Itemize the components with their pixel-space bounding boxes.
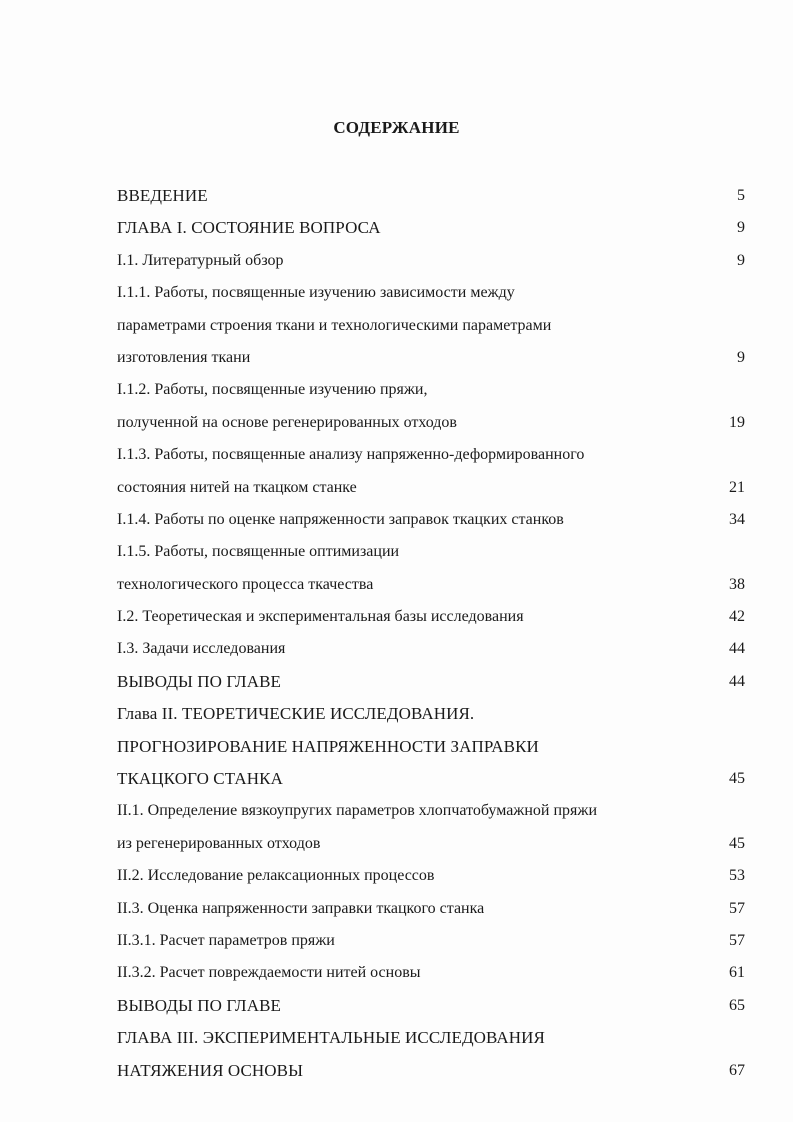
toc-entry-page-number: 34 (729, 510, 745, 528)
toc-entry-text: I.1.4. Работы по оценке напряженности заправок ткацких станков (117, 510, 564, 528)
table-of-contents (117, 180, 745, 1087)
toc-entry (117, 925, 745, 957)
toc-entry-page-number: 19 (729, 413, 745, 431)
toc-entry (117, 698, 745, 730)
toc-entry (117, 245, 745, 277)
toc-entry (117, 957, 745, 989)
toc-entry (117, 1022, 745, 1054)
toc-entry-text: технологического процесса ткачества (117, 575, 374, 593)
toc-entry (117, 472, 745, 504)
toc-entry-text: ВЫВОДЫ ПО ГЛАВЕ (117, 995, 281, 1015)
toc-entry-text: Глава II. ТЕОРЕТИЧЕСКИЕ ИССЛЕДОВАНИЯ. (117, 704, 475, 724)
toc-entry-page-number: 45 (729, 770, 745, 788)
toc-entry-text: I.3. Задачи исследования (117, 640, 286, 658)
toc-entry-page-number: 44 (729, 672, 745, 690)
toc-entry-page-number: 5 (737, 187, 745, 204)
toc-entry-text: II.3.2. Расчет повреждаемости нитей основы (117, 964, 421, 982)
toc-entry (117, 374, 745, 406)
toc-entry-text: ТКАЦКОГО СТАНКА (117, 769, 283, 789)
toc-entry-text: полученной на основе регенерированных отходов (117, 413, 457, 431)
toc-entry-text: из регенерированных отходов (117, 834, 321, 852)
toc-entry-text: параметрами строения ткани и технологическими параметрами (117, 316, 552, 334)
toc-entry (117, 860, 745, 892)
toc-entry-text: ГЛАВА III. ЭКСПЕРИМЕНТАЛЬНЫЕ ИССЛЕДОВАНИЯ (117, 1028, 545, 1048)
toc-entry-page-number: 9 (737, 251, 745, 269)
toc-entry (117, 310, 745, 342)
toc-entry (117, 666, 745, 698)
toc-entry (117, 342, 745, 374)
toc-entry-page-number: 57 (729, 899, 745, 917)
toc-entry-text: I.2. Теоретическая и экспериментальная базы исследования (117, 608, 524, 626)
toc-entry-page-number: 53 (729, 867, 745, 885)
toc-entry-text: НАТЯЖЕНИЯ ОСНОВЫ (117, 1060, 304, 1080)
toc-entry-text: состояния нитей на ткацком станке (117, 478, 357, 496)
toc-entry (117, 407, 745, 439)
page-title: СОДЕРЖАНИЕ (333, 118, 460, 137)
toc-entry-text: I.1.3. Работы, посвященные анализу напряженно-деформированного (117, 446, 585, 464)
toc-entry (117, 1055, 745, 1087)
toc-entry (117, 536, 745, 568)
toc-entry-text: ПРОГНОЗИРОВАНИЕ НАПРЯЖЕННОСТИ ЗАПРАВКИ (117, 736, 539, 756)
toc-entry-page-number: 67 (729, 1061, 745, 1079)
toc-entry-page-number: 44 (729, 640, 745, 658)
toc-entry (117, 212, 745, 244)
toc-entry (117, 439, 745, 471)
toc-entry-text: I.1. Литературный обзор (117, 251, 284, 269)
toc-entry (117, 601, 745, 633)
toc-entry (117, 893, 745, 925)
toc-entry (117, 990, 745, 1022)
toc-entry-text: II.2. Исследование релаксационных процессов (117, 867, 435, 885)
toc-entry (117, 180, 745, 212)
toc-entry-page-number: 61 (729, 964, 745, 982)
toc-entry (117, 504, 745, 536)
toc-entry-page-number: 45 (729, 834, 745, 852)
toc-entry-text: II.1. Определение вязкоупругих параметров хлопчатобумажной пряжи (117, 802, 598, 820)
toc-entry (117, 277, 745, 309)
toc-entry-page-number: 38 (729, 575, 745, 593)
toc-entry-text: II.3.1. Расчет параметров пряжи (117, 931, 335, 949)
toc-entry-page-number: 57 (729, 931, 745, 949)
toc-entry-page-number: 9 (737, 219, 745, 237)
toc-entry-page-number: 21 (729, 478, 745, 496)
toc-entry-text: I.1.1. Работы, посвященные изучению зависимости между (117, 284, 515, 302)
toc-entry (117, 795, 745, 827)
toc-entry (117, 633, 745, 665)
toc-entry-page-number: 42 (729, 608, 745, 626)
toc-entry-text: I.1.2. Работы, посвященные изучению пряжи, (117, 381, 428, 399)
toc-entry (117, 828, 745, 860)
toc-entry (117, 731, 745, 763)
toc-entry-text: ВВЕДЕНИЕ (117, 186, 208, 205)
toc-entry-text: ВЫВОДЫ ПО ГЛАВЕ (117, 671, 281, 691)
toc-entry-page-number: 65 (729, 996, 745, 1014)
toc-entry-page-number: 9 (737, 348, 745, 366)
toc-entry (117, 763, 745, 795)
toc-entry (117, 569, 745, 601)
toc-entry-text: I.1.5. Работы, посвященные оптимизации (117, 543, 400, 561)
toc-entry-text: ГЛАВА I. СОСТОЯНИЕ ВОПРОСА (117, 218, 381, 238)
toc-entry-text: изготовления ткани (117, 348, 251, 366)
toc-entry-text: II.3. Оценка напряженности заправки ткацкого станка (117, 899, 485, 917)
